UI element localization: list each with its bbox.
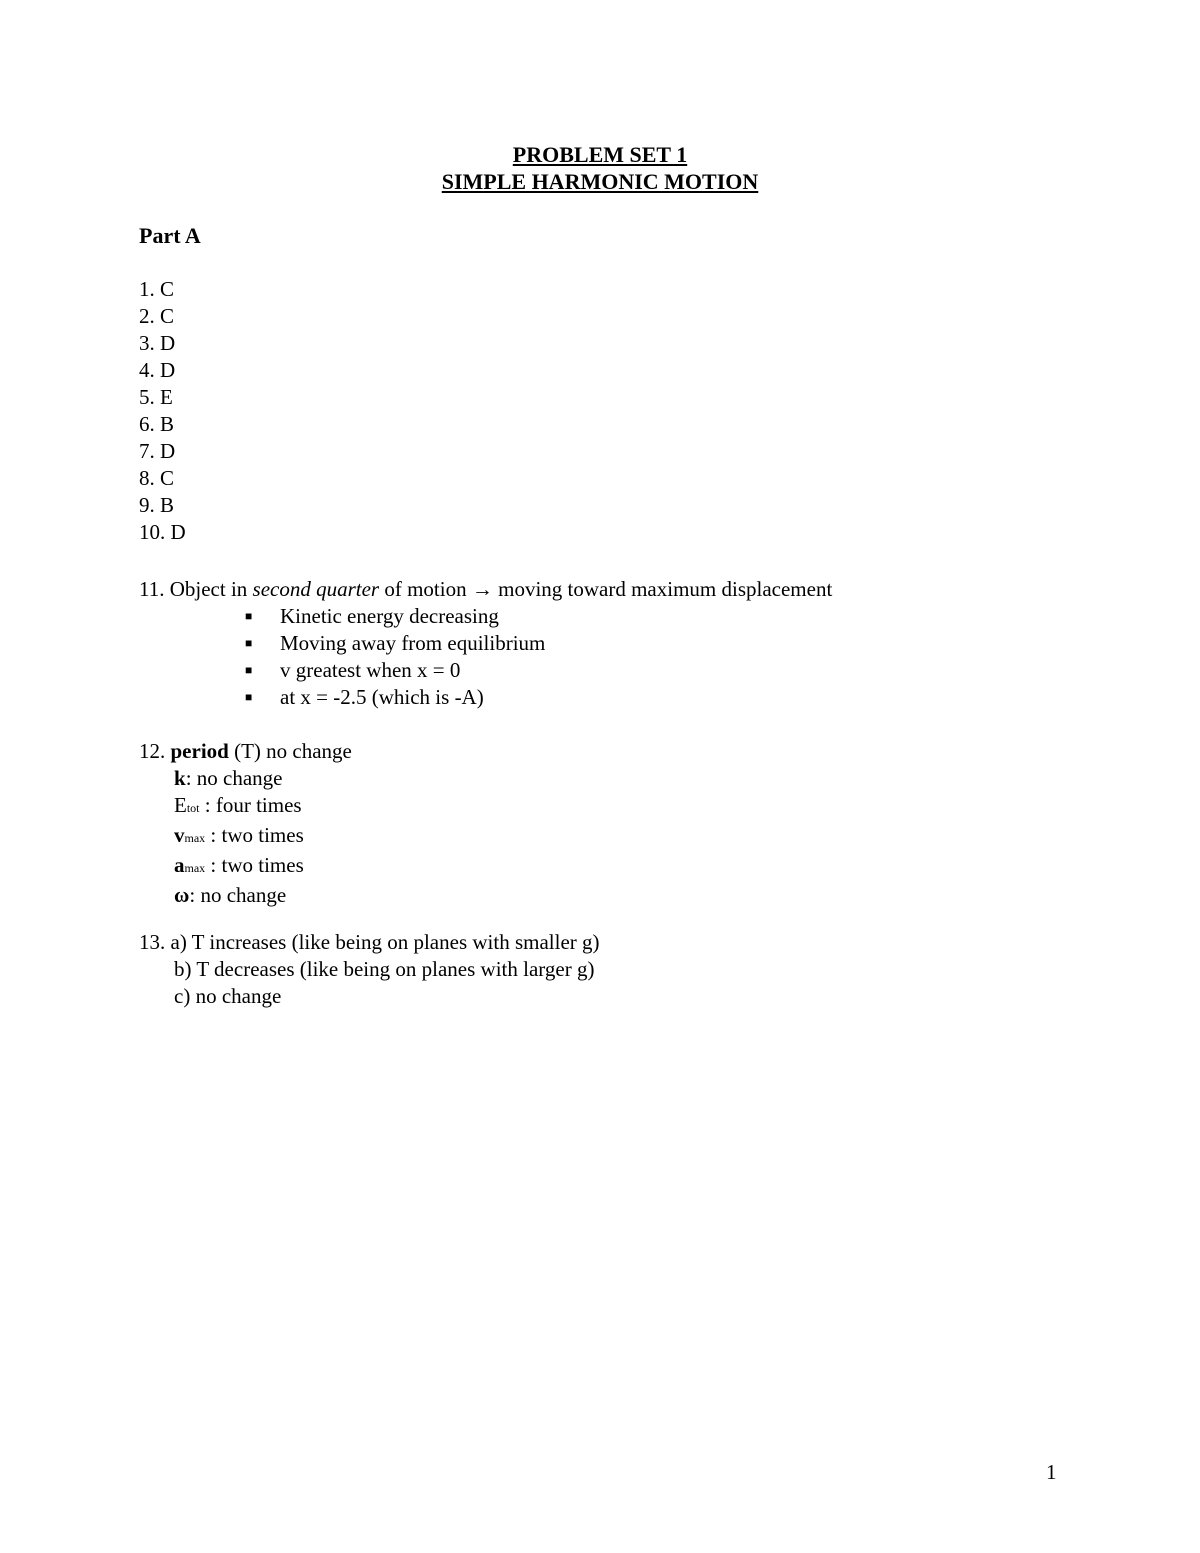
question-11-bullets	[139, 603, 832, 711]
answer-item: 4. D	[139, 358, 176, 382]
q13-part-b: b) T decreases (like being on planes with larger g)	[174, 957, 595, 981]
q12-amax-line: amax : two times	[174, 853, 304, 877]
bullet-item: ■ Moving away from equilibrium	[245, 631, 546, 655]
answer-item: 5. E	[139, 385, 173, 409]
answer-item: 7. D	[139, 439, 176, 463]
q13-part-c: c) no change	[174, 984, 282, 1008]
q12-vmax-line: vmax : two times	[174, 823, 304, 847]
page-number: 1	[1046, 1460, 1057, 1484]
bullet-item: ■ at x = -2.5 (which is -A)	[245, 685, 484, 709]
bullet-item: ■ v greatest when x = 0	[245, 658, 461, 682]
question-13	[139, 929, 600, 1010]
q12-etot-line: Etot : four times	[174, 793, 302, 817]
square-bullet-icon: ■	[245, 690, 253, 704]
question-12	[139, 738, 352, 909]
question-11	[139, 576, 832, 711]
answer-item: 8. C	[139, 466, 175, 490]
title-problem-set: PROBLEM SET 1	[512, 142, 688, 167]
answer-list	[139, 276, 186, 546]
answer-item: 2. C	[139, 304, 175, 328]
square-bullet-icon: ■	[245, 609, 253, 623]
q12-period-line: 12. period (T) no change	[139, 739, 352, 763]
q13-part-a: 13. a) T increases (like being on planes with smaller g)	[139, 930, 600, 954]
answer-item: 10. D	[139, 520, 186, 544]
answer-item: 1. C	[139, 277, 175, 301]
bullet-item: ■ Kinetic energy decreasing	[245, 604, 499, 628]
q12-omega-line: ω: no change	[174, 883, 287, 907]
emphasis-second-quarter: second quarter	[252, 577, 380, 601]
answer-item: 3. D	[139, 331, 176, 355]
square-bullet-icon: ■	[245, 636, 253, 650]
q12-k-line: k: no change	[174, 766, 283, 790]
title-block	[0, 141, 1200, 195]
part-a-heading: Part A	[139, 223, 201, 248]
title-topic: SIMPLE HARMONIC MOTION	[441, 169, 759, 194]
question-11-statement: 11. Object in second quarter of motion → moving toward maximum displacement	[139, 577, 833, 601]
answer-item: 6. B	[139, 412, 175, 436]
answer-item: 9. B	[139, 493, 175, 517]
square-bullet-icon: ■	[245, 663, 253, 677]
